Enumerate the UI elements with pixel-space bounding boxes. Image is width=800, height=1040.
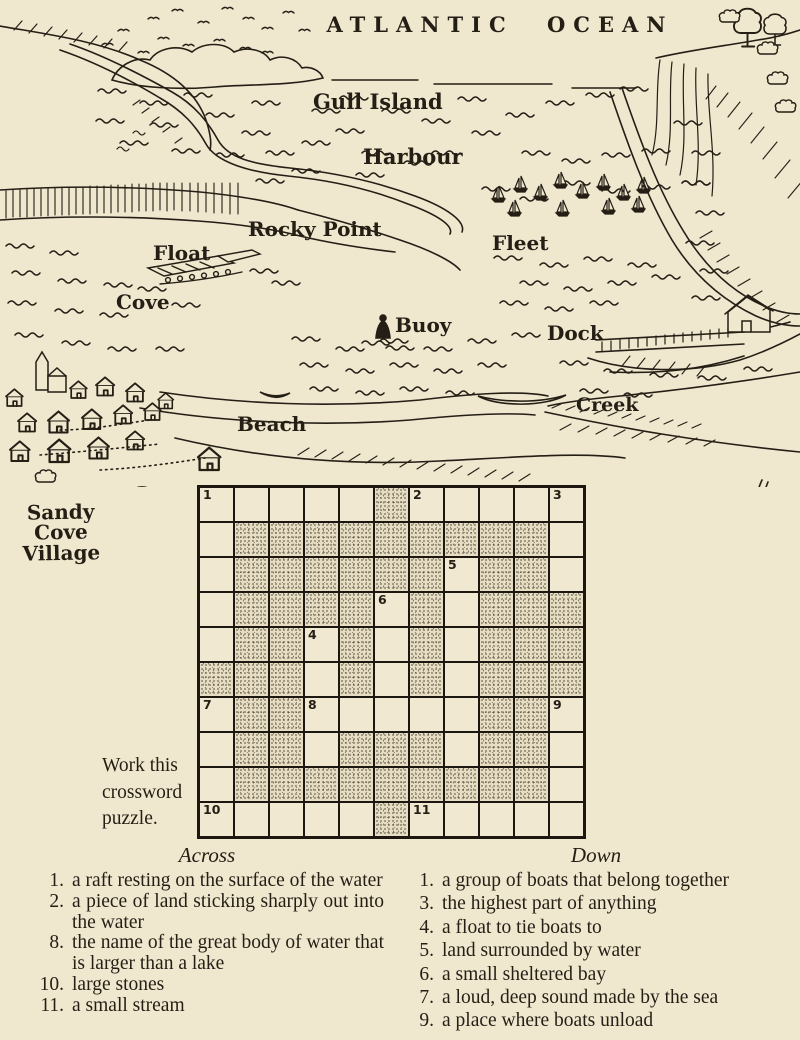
crossword-cell-r6c11 xyxy=(549,662,584,697)
cell-number: 1 xyxy=(203,487,212,502)
crossword-cell-r3c9 xyxy=(479,557,514,592)
crossword-cell-r6c1 xyxy=(199,662,234,697)
gulls-icon xyxy=(102,7,310,53)
crossword-cell-r10c5[interactable] xyxy=(339,802,374,837)
crossword-cell-r7c11[interactable] xyxy=(549,697,584,732)
crossword-cell-r3c1[interactable] xyxy=(199,557,234,592)
clue-text: a raft resting on the surface of the water xyxy=(72,870,383,891)
across-header: Across xyxy=(178,843,236,867)
gull-island-icon xyxy=(112,45,636,89)
crossword-cell-r10c3[interactable] xyxy=(269,802,304,837)
crossword-cell-r7c10 xyxy=(514,697,549,732)
crossword-cell-r7c8[interactable] xyxy=(444,697,479,732)
crossword-cell-r7c7[interactable] xyxy=(409,697,444,732)
water-waves-icon xyxy=(6,87,772,397)
crossword-cell-r9c9 xyxy=(479,767,514,802)
crossword-cell-r7c9 xyxy=(479,697,514,732)
crossword-cell-r1c1[interactable] xyxy=(199,487,234,522)
clue-number: 1. xyxy=(419,870,434,891)
crossword-cell-r10c6 xyxy=(374,802,409,837)
crossword-cell-r5c3 xyxy=(269,627,304,662)
crossword-cell-r4c8[interactable] xyxy=(444,592,479,627)
clue-number: 5. xyxy=(419,940,434,962)
clue-item xyxy=(400,871,792,892)
crossword-cell-r1c11[interactable] xyxy=(549,487,584,522)
crossword-cell-r2c5 xyxy=(339,522,374,557)
crossword-cell-r9c3 xyxy=(269,767,304,802)
crossword-cell-r6c6[interactable] xyxy=(374,662,409,697)
crossword-cell-r8c4[interactable] xyxy=(304,732,339,767)
crossword-cell-r5c5 xyxy=(339,627,374,662)
clue-item xyxy=(30,975,384,996)
map-label-fleet: Fleet xyxy=(492,231,549,255)
clue-text: a group of boats that belong together xyxy=(442,870,730,891)
crossword-cell-r3c8[interactable] xyxy=(444,557,479,592)
road-icon xyxy=(606,480,800,487)
crossword-cell-r3c4 xyxy=(304,557,339,592)
across-list xyxy=(30,871,384,1017)
crossword-cell-r6c5 xyxy=(339,662,374,697)
crossword-cell-r3c7 xyxy=(409,557,444,592)
crossword-cell-r2c2 xyxy=(234,522,269,557)
crossword-cell-r5c1[interactable] xyxy=(199,627,234,662)
crossword-grid xyxy=(197,485,586,839)
crossword-cell-r7c4[interactable] xyxy=(304,697,339,732)
clue-text: a piece of land sticking sharply out into the water xyxy=(72,890,384,933)
crossword-cell-r6c3 xyxy=(269,662,304,697)
clue-item xyxy=(30,892,384,934)
crossword-cell-r2c4 xyxy=(304,522,339,557)
crossword-cell-r8c8[interactable] xyxy=(444,732,479,767)
crossword-cell-r6c10 xyxy=(514,662,549,697)
crossword-cell-r5c10 xyxy=(514,627,549,662)
crossword-cell-r5c7 xyxy=(409,627,444,662)
crossword-cell-r8c2 xyxy=(234,732,269,767)
crossword-cell-r7c1[interactable] xyxy=(199,697,234,732)
crossword-cell-r9c5 xyxy=(339,767,374,802)
map-drawing xyxy=(0,0,800,487)
crossword-cell-r7c3 xyxy=(269,697,304,732)
crossword-cell-r8c6 xyxy=(374,732,409,767)
cell-number: 2 xyxy=(413,487,422,502)
crossword-cell-r2c1[interactable] xyxy=(199,522,234,557)
crossword-cell-r2c8 xyxy=(444,522,479,557)
cell-number: 11 xyxy=(413,802,431,817)
clue-item xyxy=(400,918,792,939)
crossword-cell-r2c10 xyxy=(514,522,549,557)
crossword-cell-r5c4[interactable] xyxy=(304,627,339,662)
clue-number: 3. xyxy=(419,893,434,915)
crossword-cell-r4c2 xyxy=(234,592,269,627)
clue-text: large stones xyxy=(72,973,165,995)
crossword-cell-r1c5[interactable] xyxy=(339,487,374,522)
clue-number: 2. xyxy=(49,890,64,912)
down-header: Down xyxy=(570,843,622,867)
across-clues xyxy=(30,843,384,1017)
crossword-cell-r8c11[interactable] xyxy=(549,732,584,767)
crossword-cell-r4c10 xyxy=(514,592,549,627)
cell-number: 8 xyxy=(308,697,317,712)
crossword-cell-r3c6 xyxy=(374,557,409,592)
instruction-text: Work this crossword puzzle. xyxy=(102,755,183,829)
crossword-cell-r3c2 xyxy=(234,557,269,592)
crossword-cell-r10c2[interactable] xyxy=(234,802,269,837)
crossword-cell-r4c9 xyxy=(479,592,514,627)
crossword-cell-r2c7 xyxy=(409,522,444,557)
crossword-cell-r9c1[interactable] xyxy=(199,767,234,802)
crossword-cell-r4c6[interactable] xyxy=(374,592,409,627)
crossword-cell-r3c11[interactable] xyxy=(549,557,584,592)
crossword-cell-r10c11[interactable] xyxy=(549,802,584,837)
crossword-cell-r10c10[interactable] xyxy=(514,802,549,837)
crossword-cell-r1c9[interactable] xyxy=(479,487,514,522)
crossword-cell-r8c1[interactable] xyxy=(199,732,234,767)
crossword-cell-r1c7[interactable] xyxy=(409,487,444,522)
map-label-creek: Creek xyxy=(576,394,639,416)
crossword-cell-r1c2[interactable] xyxy=(234,487,269,522)
fleet-boats-icon xyxy=(492,172,650,216)
clue-number: 9. xyxy=(419,1010,434,1032)
crossword-cell-r10c7[interactable] xyxy=(409,802,444,837)
crossword-cell-r5c11 xyxy=(549,627,584,662)
crossword-cell-r1c4[interactable] xyxy=(304,487,339,522)
crossword-cell-r8c10 xyxy=(514,732,549,767)
crossword-cell-r4c3 xyxy=(269,592,304,627)
crossword-cell-r10c4[interactable] xyxy=(304,802,339,837)
crossword-cell-r4c5 xyxy=(339,592,374,627)
right-cliff-icon xyxy=(610,9,800,326)
crossword-cell-r5c8[interactable] xyxy=(444,627,479,662)
clue-item xyxy=(400,894,792,915)
crossword-cell-r3c10 xyxy=(514,557,549,592)
clue-item xyxy=(30,933,384,975)
crossword-cell-r6c9 xyxy=(479,662,514,697)
cell-number: 9 xyxy=(553,697,562,712)
map-label-rocky-point: Rocky Point xyxy=(248,217,382,241)
crossword-cell-r8c3 xyxy=(269,732,304,767)
crossword-cell-r10c8[interactable] xyxy=(444,802,479,837)
cell-number: 6 xyxy=(378,592,387,607)
crossword-cell-r4c1[interactable] xyxy=(199,592,234,627)
shore-house-icon xyxy=(725,295,773,332)
down-clues xyxy=(400,843,792,1035)
crossword-cell-r5c2 xyxy=(234,627,269,662)
clue-item xyxy=(30,996,384,1017)
cell-number: 3 xyxy=(553,487,562,502)
clue-text: the name of the great body of water that is larger than a lake xyxy=(72,932,384,975)
crossword-cell-r6c2 xyxy=(234,662,269,697)
crossword-cell-r1c8[interactable] xyxy=(444,487,479,522)
clue-item xyxy=(30,871,384,892)
map-label-gull-island: Gull Island xyxy=(313,89,443,114)
crossword-cell-r2c11[interactable] xyxy=(549,522,584,557)
crossword-cell-r3c5 xyxy=(339,557,374,592)
crossword-cell-r2c3 xyxy=(269,522,304,557)
creek-icon xyxy=(545,334,800,452)
clue-item xyxy=(400,1011,792,1032)
map-label-harbour: Harbour xyxy=(363,144,463,169)
crossword-cell-r8c7 xyxy=(409,732,444,767)
crossword-cell-r6c4[interactable] xyxy=(304,662,339,697)
buoy-icon xyxy=(376,315,390,338)
clue-text: land surrounded by water xyxy=(442,940,641,962)
clue-text: a small sheltered bay xyxy=(442,963,607,985)
cell-number: 5 xyxy=(448,557,457,572)
clue-text: a loud, deep sound made by the sea xyxy=(442,986,719,1008)
crossword-cell-r5c6[interactable] xyxy=(374,627,409,662)
map-label-dock: Dock xyxy=(547,321,604,345)
crossword-cell-r3c3 xyxy=(269,557,304,592)
crossword-cell-r4c7 xyxy=(409,592,444,627)
cell-number: 10 xyxy=(203,802,221,817)
clue-number: 11. xyxy=(40,994,64,1016)
map-label-buoy: Buoy xyxy=(395,313,452,337)
clue-number: 8. xyxy=(49,932,64,954)
clue-number: 1. xyxy=(49,870,64,891)
clue-text: a float to tie boats to xyxy=(442,916,602,938)
crossword-cell-r6c7 xyxy=(409,662,444,697)
crossword-cell-r8c5 xyxy=(339,732,374,767)
cell-number: 7 xyxy=(203,697,212,712)
crossword-cell-r1c6 xyxy=(374,487,409,522)
page-title: ATLANTIC OCEAN xyxy=(326,12,674,37)
map-label-beach: Beach xyxy=(237,412,307,436)
clue-text: a place where boats unload xyxy=(442,1010,654,1032)
crossword-cell-r1c10[interactable] xyxy=(514,487,549,522)
crossword-cell-r4c4 xyxy=(304,592,339,627)
crossword-cell-r8c9 xyxy=(479,732,514,767)
map-label-float: Float xyxy=(153,241,211,265)
crossword-cell-r9c4 xyxy=(304,767,339,802)
crossword-cell-r9c6 xyxy=(374,767,409,802)
clue-item xyxy=(400,965,792,986)
crossword-cell-r9c10 xyxy=(514,767,549,802)
crossword-cell-r7c2 xyxy=(234,697,269,732)
crossword-cell-r9c11[interactable] xyxy=(549,767,584,802)
clue-number: 7. xyxy=(419,986,434,1008)
crossword-cell-r7c6[interactable] xyxy=(374,697,409,732)
clue-item xyxy=(400,941,792,962)
crossword-cell-r9c8 xyxy=(444,767,479,802)
clue-number: 6. xyxy=(419,963,434,985)
clue-text: a small stream xyxy=(72,994,185,1016)
crossword-cell-r4c11 xyxy=(549,592,584,627)
clue-item xyxy=(400,988,792,1009)
crossword-cell-r2c9 xyxy=(479,522,514,557)
crossword-cell-r10c1[interactable] xyxy=(199,802,234,837)
cell-number: 4 xyxy=(308,627,317,642)
crossword-cell-r9c2 xyxy=(234,767,269,802)
down-list xyxy=(400,871,792,1032)
map-label-cove: Cove xyxy=(116,290,170,314)
crossword-cell-r6c8[interactable] xyxy=(444,662,479,697)
clue-text: the highest part of anything xyxy=(442,893,657,915)
map-label-sandy-cove-village: Sandy Cove Village xyxy=(22,499,101,566)
crossword-cell-r10c9[interactable] xyxy=(479,802,514,837)
crossword-cell-r2c6 xyxy=(374,522,409,557)
crossword-cell-r5c9 xyxy=(479,627,514,662)
clue-number: 4. xyxy=(419,916,434,938)
crossword-cell-r1c3[interactable] xyxy=(269,487,304,522)
clue-number: 10. xyxy=(39,973,64,995)
crossword-cell-r7c5[interactable] xyxy=(339,697,374,732)
crossword-cell-r9c7 xyxy=(409,767,444,802)
